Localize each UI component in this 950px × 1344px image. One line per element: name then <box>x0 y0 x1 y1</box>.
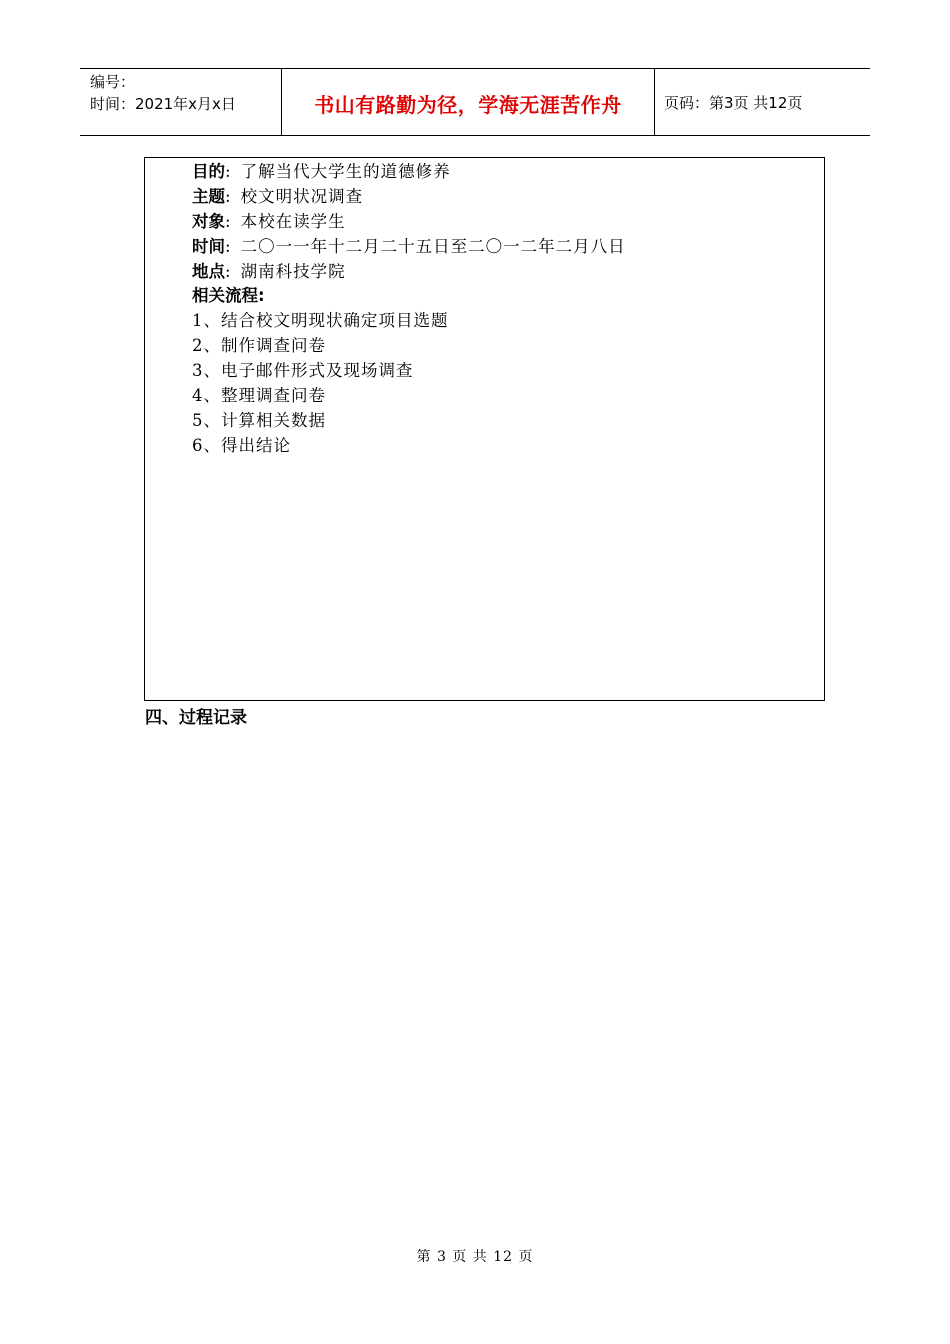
process-step: 5、计算相关数据 <box>192 410 326 430</box>
process-step: 3、电子邮件形式及现场调查 <box>192 361 414 381</box>
plan-row-topic <box>192 185 626 210</box>
row-value: 二〇一一年十二月二十五日至二〇一二年二月八日 <box>240 236 626 256</box>
row-separator: : <box>225 236 231 256</box>
row-label: 目的 <box>192 162 225 181</box>
header-divider <box>654 69 655 135</box>
row-separator: : <box>225 186 231 206</box>
process-step: 2、制作调查问卷 <box>192 336 326 356</box>
document-date: 时间：2021年x月x日 <box>90 95 236 113</box>
process-step: 1、结合校文明现状确定项目选题 <box>192 311 449 331</box>
plan-row-purpose <box>192 160 626 185</box>
document-number: 编号： <box>90 73 136 91</box>
row-value: 湖南科技学院 <box>240 261 346 281</box>
header-meta <box>90 71 236 115</box>
row-value: 校文明状况调查 <box>240 186 364 206</box>
row-label: 时间 <box>192 236 225 256</box>
row-label: 地点 <box>192 261 225 281</box>
header-motto: 书山有路勤为径，学海无涯苦作舟 <box>314 93 622 117</box>
plan-box <box>144 157 825 701</box>
header-page-info: 页码：第3页 共12页 <box>664 94 803 112</box>
page-header <box>80 68 870 136</box>
plan-content <box>192 160 626 459</box>
row-separator: : <box>225 162 231 181</box>
row-separator: : <box>225 261 231 281</box>
row-label: 对象 <box>192 211 225 231</box>
page-footer: 第 3 页 共 12 页 <box>416 1249 534 1265</box>
row-label: 主题 <box>192 186 225 206</box>
row-separator: : <box>225 211 231 231</box>
plan-row-time <box>192 235 626 260</box>
plan-row-subjects <box>192 210 626 235</box>
process-label: 相关流程: <box>192 286 265 306</box>
row-value: 本校在读学生 <box>240 211 346 231</box>
process-step: 6、得出结论 <box>192 435 291 455</box>
process-step: 4、整理调查问卷 <box>192 386 326 406</box>
row-value: 了解当代大学生的道德修养 <box>240 162 451 181</box>
process-heading <box>192 284 626 309</box>
plan-row-location <box>192 260 626 285</box>
section-title: 四、过程记录 <box>145 708 247 728</box>
